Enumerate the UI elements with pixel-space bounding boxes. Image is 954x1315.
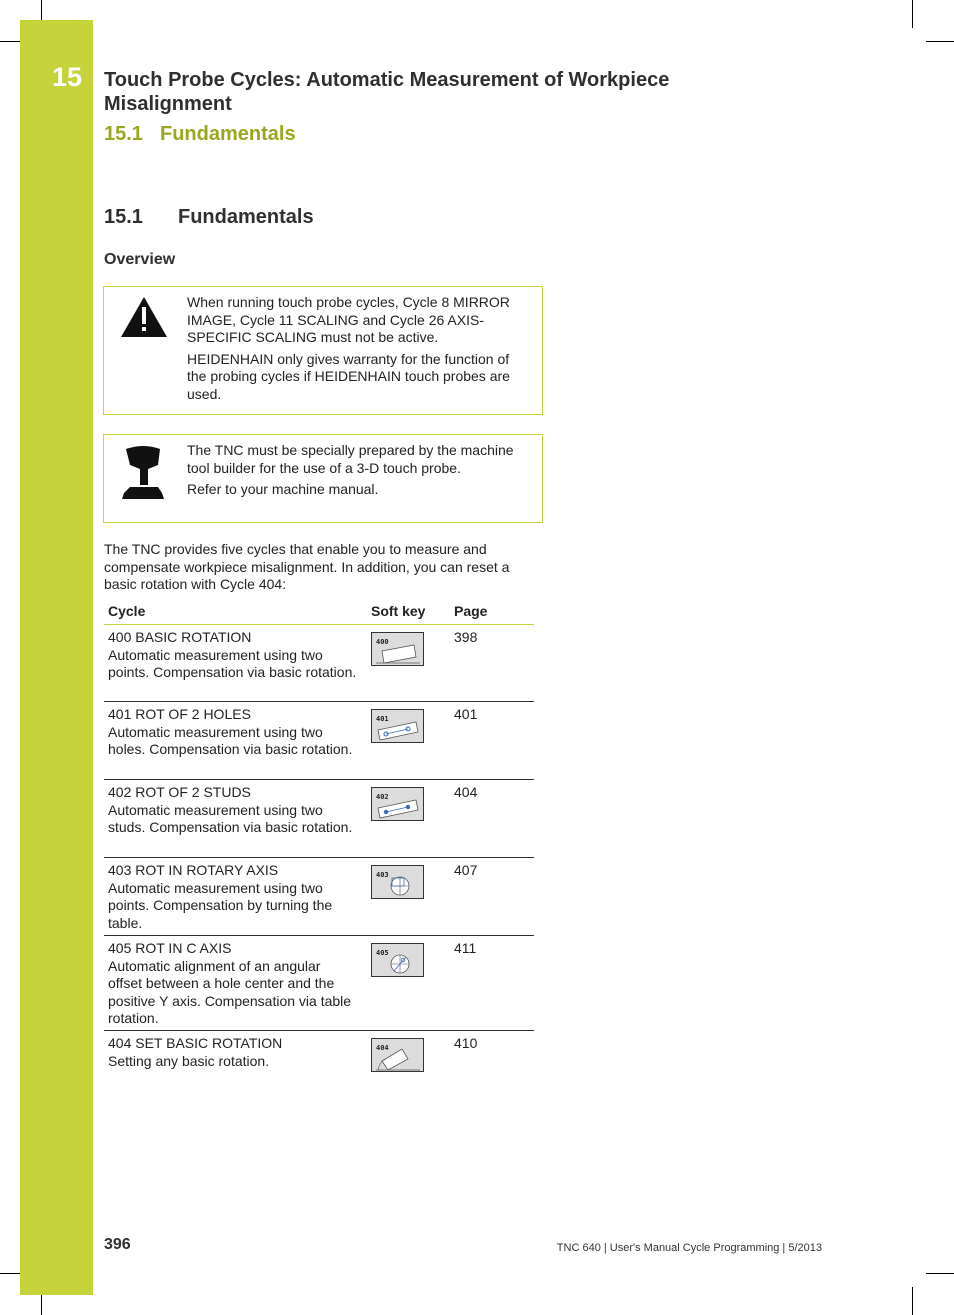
crop-mark [0, 41, 20, 42]
cycle-name: 400 BASIC ROTATION [108, 629, 252, 645]
rotary-axis-icon [372, 866, 423, 898]
note-paragraph: The TNC must be specially prepared by the machine tool builder for the use of a 3-D touch probe. [187, 442, 514, 476]
note-icon-cell [104, 287, 186, 414]
cycle-name: 405 ROT IN C AXIS [108, 940, 232, 956]
header-page: Page [454, 603, 488, 619]
softkey-400[interactable] [371, 632, 424, 666]
set-basic-rotation-icon [372, 1039, 423, 1071]
cycle-description: Setting any basic rotation. [108, 1052, 270, 1069]
cycle-description: Automatic measurement using two points. Compensation via basic rotation. [108, 646, 357, 680]
table-row [104, 780, 534, 858]
two-studs-icon [372, 788, 423, 820]
softkey-label: 401 [376, 715, 389, 723]
softkey-label: 400 [376, 638, 389, 646]
header-softkey: Soft key [371, 603, 426, 619]
softkey-402[interactable] [371, 787, 424, 821]
running-section-header [104, 123, 296, 146]
note-paragraph: When running touch probe cycles, Cycle 8 MIRROR IMAGE, Cycle 11 SCALING and Cycle 26 AXIS-SPECIFIC SCALING must not be active. [187, 294, 510, 345]
cycle-page: 411 [454, 940, 477, 956]
basic-rotation-icon [372, 633, 423, 665]
softkey-403[interactable] [371, 865, 424, 899]
table-row [104, 936, 534, 1031]
cycle-page: 410 [454, 1035, 478, 1051]
cycle-table [104, 600, 534, 1079]
intro-paragraph: The TNC provides five cycles that enable you to measure and compensate workpiece misalignment. In addition, you can reset a basic rotation with Cycle 404: [104, 541, 510, 592]
softkey-404[interactable] [371, 1038, 424, 1072]
softkey-label: 405 [376, 949, 389, 957]
note-paragraph: HEIDENHAIN only gives warranty for the function of the probing cycles if HEIDENHAIN touch probes are used. [187, 350, 510, 402]
table-header [104, 600, 534, 625]
softkey-label: 404 [376, 1044, 389, 1052]
warning-icon [104, 295, 186, 355]
cycle-page: 401 [454, 706, 478, 722]
chapter-title: Touch Probe Cycles: Automatic Measurement of Workpiece Misalignment [104, 69, 670, 115]
table-row [104, 625, 534, 702]
machine-icon [104, 441, 186, 511]
footer-text: TNC 640 | User's Manual Cycle Programming | 5/2013 [556, 1242, 822, 1254]
cycle-name: 402 ROT OF 2 STUDS [108, 784, 251, 800]
note-icon-cell [104, 435, 186, 522]
cycle-page: 404 [454, 784, 478, 800]
cycle-name: 403 ROT IN ROTARY AXIS [108, 862, 279, 878]
c-axis-icon [372, 944, 423, 976]
note-paragraph: Refer to your machine manual. [187, 481, 379, 497]
crop-mark [926, 1273, 954, 1274]
softkey-405[interactable] [371, 943, 424, 977]
cycle-name: 404 SET BASIC ROTATION [108, 1035, 283, 1051]
cycle-page: 398 [454, 629, 478, 645]
crop-mark [912, 0, 913, 28]
softkey-401[interactable] [371, 709, 424, 743]
table-row [104, 858, 534, 936]
warning-note [103, 286, 543, 415]
running-section-number: 15.1 [104, 123, 143, 145]
cycle-description: Automatic measurement using two studs. Compensation via basic rotation. [108, 801, 353, 835]
crop-mark [41, 0, 42, 20]
softkey-label: 402 [376, 793, 389, 801]
running-section-title: Fundamentals [160, 123, 296, 145]
cycle-description: Automatic alignment of an angular offset between a hole center and the positive Y axis. Compensation via table rotation. [108, 957, 352, 1026]
cycle-page: 407 [454, 862, 478, 878]
crop-mark [912, 1287, 913, 1315]
section-title [104, 206, 314, 229]
note-text [187, 442, 532, 503]
two-holes-icon [372, 710, 423, 742]
cycle-description: Automatic measurement using two points. Compensation by turning the table. [108, 879, 333, 931]
section-number: 15.1 [104, 206, 143, 228]
chapter-sidebar [20, 20, 93, 1295]
page-number: 396 [104, 1236, 131, 1253]
chapter-number: 15 [52, 62, 83, 92]
table-row [104, 702, 534, 780]
table-row [104, 1031, 534, 1079]
cycle-name: 401 ROT OF 2 HOLES [108, 706, 251, 722]
crop-mark [926, 41, 954, 42]
note-text [187, 294, 532, 407]
softkey-label: 403 [376, 871, 389, 879]
machine-note [103, 434, 543, 523]
header-cycle: Cycle [108, 603, 146, 619]
cycle-description: Automatic measurement using two holes. Compensation via basic rotation. [108, 723, 353, 757]
section-title-text: Fundamentals [178, 206, 314, 228]
subsection-title: Overview [104, 251, 176, 268]
